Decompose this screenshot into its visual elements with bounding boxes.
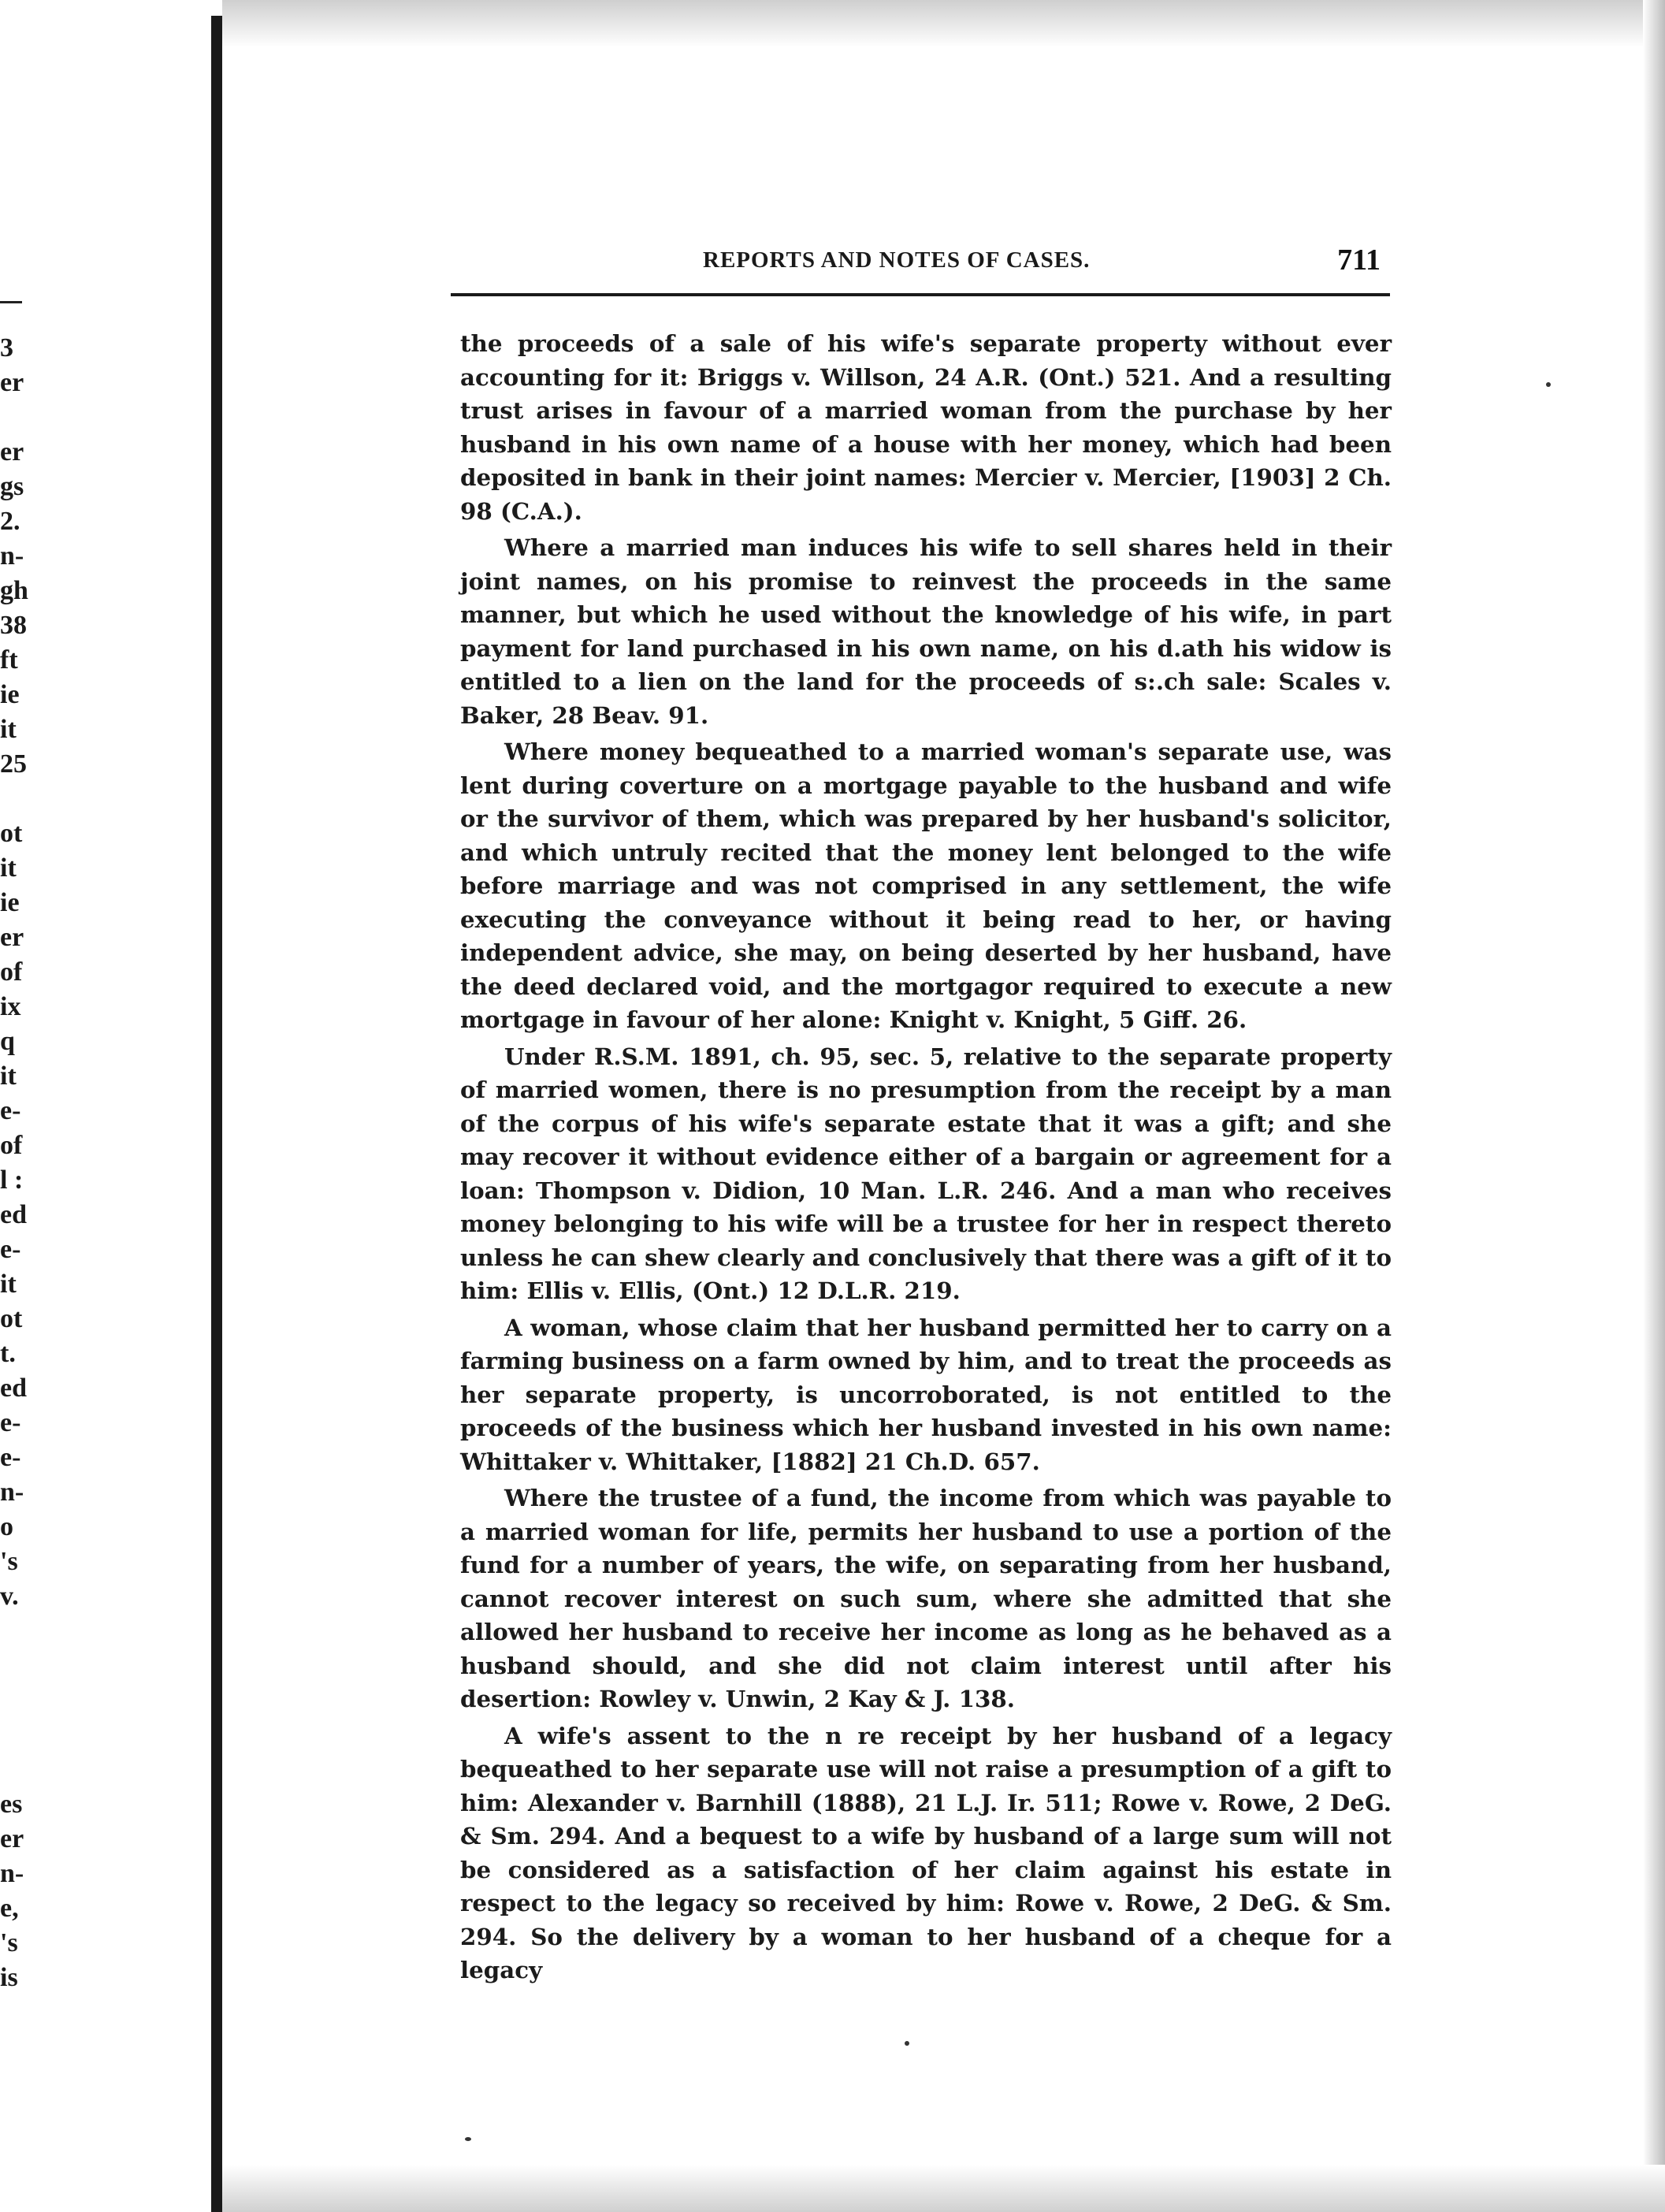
facing-margin-fragment: 3 [0,333,13,362]
book-gutter [211,16,222,2212]
facing-margin-fragment [0,1614,47,1649]
facing-margin-fragment: ie [0,680,20,709]
facing-margin-fragment [0,1718,47,1753]
running-title: REPORTS AND NOTES OF CASES. [703,247,1091,273]
facing-margin-fragment: of [0,957,23,987]
facing-margin-fragment: v. [0,1582,19,1611]
paragraph: the proceeds of a sale of his wife's separate property without ever accounting for it: Briggs v. Willson, 24 A.R. (Ont.) 521. And a resulting trust arises in favour of a married woman from the purchase by her husband in his own name of a house with her money, which had been deposited in bank in their joint names: Mercier v. Mercier, [1903] 2 Ch. 98 (C.A.). [460,329,1392,525]
facing-margin-fragment: e- [0,1235,21,1264]
facing-margin-fragment [0,1649,47,1683]
facing-margin-fragment: it [0,853,17,883]
facing-margin-fragment: 25 [0,749,27,779]
facing-margin-fragment [0,1683,47,1718]
facing-margin-fragment: n- [0,541,24,571]
scan-shadow-right [1643,0,1665,2212]
facing-margin-fragment: 38 [0,611,27,640]
facing-margin-fragment: ix [0,992,21,1021]
facing-margin-fragment: ie [0,888,20,917]
facing-margin-fragment: it [0,1270,17,1299]
page-number: 711 [1337,244,1381,277]
facing-margin-fragment: es [0,1790,23,1819]
facing-margin-fragment: 2. [0,507,20,536]
facing-margin-fragment: 's [0,1928,18,1957]
facing-margin-fragment: l : [0,1165,24,1195]
paragraph: A woman, whose claim that her husband permitted her to carry on a farming business on a farm owned by him, and to treat the proceeds as her separate property, is uncorroborated, is not entitled to the proceeds of the business which her husband invested in his own name: Whittaker v. Whittaker, [1882] 21 Ch.D. 657. [460,1313,1392,1475]
facing-margin-fragment [0,400,47,435]
scan-speck [905,2041,909,2046]
facing-margin-fragment: n- [0,1859,24,1888]
running-header [451,243,1388,282]
scan-shadow-top [222,0,1665,47]
facing-page-tick [0,301,22,303]
facing-margin-fragment: e- [0,1408,21,1437]
facing-margin-fragment [0,782,47,816]
facing-margin-fragment: ot [0,1304,23,1333]
facing-margin-fragment: it [0,1061,17,1091]
paragraph: Where the trustee of a fund, the income from which was payable to a married woman for life, permits her husband to use a portion of the fund for a number of years, the wife, on separating from her husband, cannot recover interest on such sum, where she admitted that she allowed her husband to receive her income as long as he behaved as a husband should, and she did not claim interest until after his desertion: Rowley v. Unwin, 2 Kay & J. 138. [460,1484,1392,1712]
scan-shadow-bottom [222,2165,1665,2212]
paragraph: A wife's assent to the n re receipt by her husband of a legacy bequeathed to her separate use will not raise a presumption of a gift to him: Alexander v. Barnhill (1888), 21 L.J. Ir. 511; Rowe v. Rowe, 2 DeG. & Sm. 294. And a bequest to a wife by husband of a large sum will not be considered as a satisfaction of her claim against his estate in respect to the legacy so received by him: Rowe v. Rowe, 2 DeG. & Sm. 294. So the delivery by a woman to her husband of a cheque for a legacy [460,1721,1392,1983]
facing-margin-fragment: e- [0,1096,21,1125]
facing-margin-fragment: n- [0,1478,24,1507]
facing-margin-fragment: er [0,437,24,467]
paragraph: Under R.S.M. 1891, ch. 95, sec. 5, relative to the separate property of married women, there is no presumption from the receipt by a man of the corpus of his wife's separate estate that it was a gift; and she may recover it without evidence either of a bargain or agreement for a loan: Thompson v. Didion, 10 Man. L.R. 246. And a man who receives money belonging to his wife will be a trustee for her in respect thereto unless he can shew clearly and conclusively that there was a gift of it to him: Ellis v. Ellis, (Ont.) 12 D.L.R. 219. [460,1042,1392,1304]
facing-margin-fragment: q [0,1027,15,1056]
facing-margin-fragment: t. [0,1339,16,1368]
facing-margin-fragment: e- [0,1443,21,1472]
paragraph: Where a married man induces his wife to sell shares held in their joint names, on his promise to reinvest the proceeds in the same manner, but which he used without the knowledge of his wife, in part payment for land purchased in his own name, on his d.ath his widow is entitled to a lien on the land for the proceeds of s:.ch sale: Scales v. Baker, 28 Beav. 91. [460,533,1392,729]
facing-margin-fragment: of [0,1131,23,1160]
facing-margin-fragment: er [0,1824,24,1853]
facing-margin-fragment [0,1753,47,1787]
facing-margin-fragment: gs [0,472,24,501]
facing-page-margin-text [0,331,47,1995]
facing-margin-fragment: e, [0,1894,19,1923]
facing-margin-fragment: is [0,1963,18,1992]
facing-margin-fragment: gh [0,576,28,605]
scan-speck [465,2137,471,2141]
facing-margin-fragment: ot [0,819,23,848]
facing-margin-fragment: 's [0,1547,18,1576]
paragraph: Where money bequeathed to a married woman's separate use, was lent during coverture on a mortgage payable to the husband and wife or the survivor of them, which was prepared by her husband's solicitor, and which untruly recited that the money lent belonged to the wife before marriage and was not comprised in any settlement, the wife executing the conveyance without it being read to her, or having independent advice, she may, on being deserted by her husband, have the deed declared void, and the mortgagor required to execute a new mortgage in favour of her alone: Knight v. Knight, 5 Giff. 26. [460,738,1392,1033]
facing-margin-fragment: ed [0,1374,27,1403]
facing-margin-fragment: ed [0,1200,27,1229]
body-text [460,327,1392,1987]
facing-margin-fragment: o [0,1512,13,1541]
facing-margin-fragment: er [0,368,24,397]
scan-speck [1546,382,1551,387]
header-rule [451,293,1390,296]
facing-margin-fragment: er [0,923,24,952]
facing-margin-fragment: ft [0,645,18,675]
facing-margin-fragment: it [0,715,17,744]
